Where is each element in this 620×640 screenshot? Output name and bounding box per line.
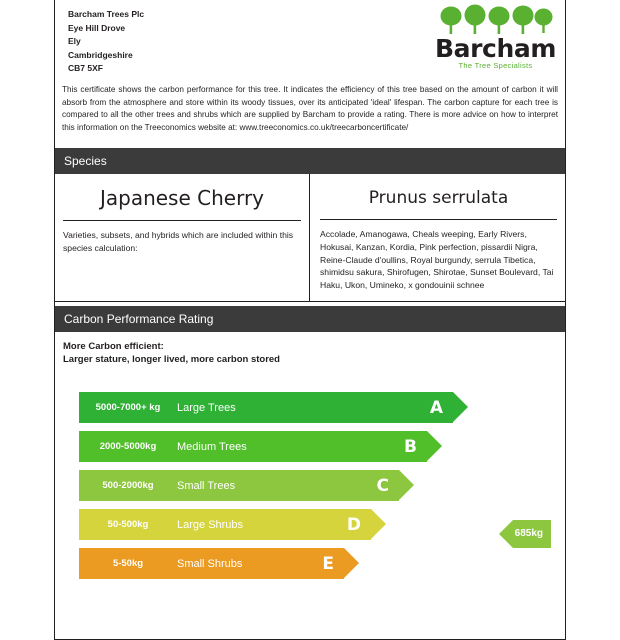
species-note: Varieties, subsets, and hybrids which are included within this species calculation: <box>63 230 294 253</box>
species-latin-cell <box>310 174 565 301</box>
band-arrow-tip <box>453 392 468 422</box>
logo-tagline: The Tree Specialists <box>458 61 533 70</box>
logo-wordmark: Barcham <box>435 34 556 63</box>
band-arrow-b <box>79 431 427 462</box>
species-varieties: Accolade, Amanogawa, Cheals weeping, Early Rivers, Hokusai, Kanzan, Kordia, Pink perfection, pissardii Nigra, Reine-Claude d'oullins, Royal burgundy, serrula Tibetica, shimidsu sakura, Shirofugen, Shirotae, Sunset Boulevard, Tai Haku, Ukon, Umineko, x gondouinii schnee <box>320 229 554 290</box>
band-range: 5000-7000+ kg <box>95 402 161 414</box>
band-grade: B <box>404 436 417 457</box>
rating-band-row <box>63 466 565 505</box>
intro-paragraph <box>0 78 620 142</box>
band-arrow-tip <box>427 431 442 461</box>
rating-band-row <box>63 505 565 544</box>
band-grade: C <box>376 475 389 496</box>
rating-section-heading: Carbon Performance Rating <box>54 306 566 332</box>
rating-band-row <box>63 427 565 466</box>
band-grade: E <box>322 553 334 574</box>
barcham-logo <box>435 6 604 70</box>
species-common-cell <box>55 174 310 301</box>
rating-band-row <box>63 388 565 427</box>
species-table <box>54 174 566 302</box>
document-header <box>0 0 620 78</box>
tree-icon-group <box>435 6 556 36</box>
band-arrow-c <box>79 470 399 501</box>
efficiency-line-1: More Carbon efficient: <box>63 341 164 353</box>
band-category: Large Shrubs <box>177 518 244 531</box>
trees-icon <box>438 4 554 36</box>
address-line: Barcham Trees Plc <box>68 9 145 19</box>
band-category: Medium Trees <box>177 440 247 453</box>
band-arrow-tip <box>371 509 386 539</box>
result-value: 685kg <box>513 520 551 548</box>
band-grade: A <box>429 397 443 418</box>
band-range: 2000-5000kg <box>99 441 157 453</box>
species-section-heading: Species <box>54 148 566 174</box>
band-category: Small Trees <box>177 479 236 492</box>
address-line: Ely <box>68 36 81 46</box>
band-category: Large Trees <box>177 401 236 414</box>
address-line: Cambridgeshire <box>68 49 133 60</box>
result-pointer-tip <box>499 520 513 548</box>
intro-text: This certificate shows the carbon performance for this tree. It indicates the efficiency of this tree based on the amount of carbon it will absorb from the atmosphere and store within its woody tissues, over its anticipated 'ideal' lifespan. The carbon capture for each tree is compared to all the other trees and shrubs which are supplied by Barcham to provide a rating. There is more advice on how to interpret this information on the Treeconomics website at: www.treeconomics.co.uk/treecarboncertificate/ <box>62 85 558 132</box>
rating-band-row <box>63 544 565 583</box>
company-address <box>68 6 144 76</box>
common-name: Japanese Cherry <box>63 182 301 221</box>
result-pointer <box>499 520 551 548</box>
carbon-rating-panel <box>54 332 566 640</box>
band-range: 5-50kg <box>112 558 144 570</box>
band-grade: D <box>346 514 361 535</box>
band-range: 50-500kg <box>107 519 149 531</box>
band-arrow-tip <box>344 548 359 578</box>
band-arrow-a <box>79 392 453 423</box>
latin-name: Prunus serrulata <box>320 182 557 220</box>
efficiency-line-2: Larger stature, longer lived, more carbon stored <box>63 354 280 366</box>
address-line: Eye Hill Drove <box>68 22 126 33</box>
address-line: CB7 5XF <box>68 63 103 73</box>
band-arrow-d <box>79 509 371 540</box>
band-arrow-tip <box>399 470 414 500</box>
band-category: Small Shrubs <box>177 557 243 570</box>
band-arrow-e <box>79 548 344 579</box>
band-range: 500-2000kg <box>102 480 154 492</box>
rating-bands <box>63 388 565 583</box>
